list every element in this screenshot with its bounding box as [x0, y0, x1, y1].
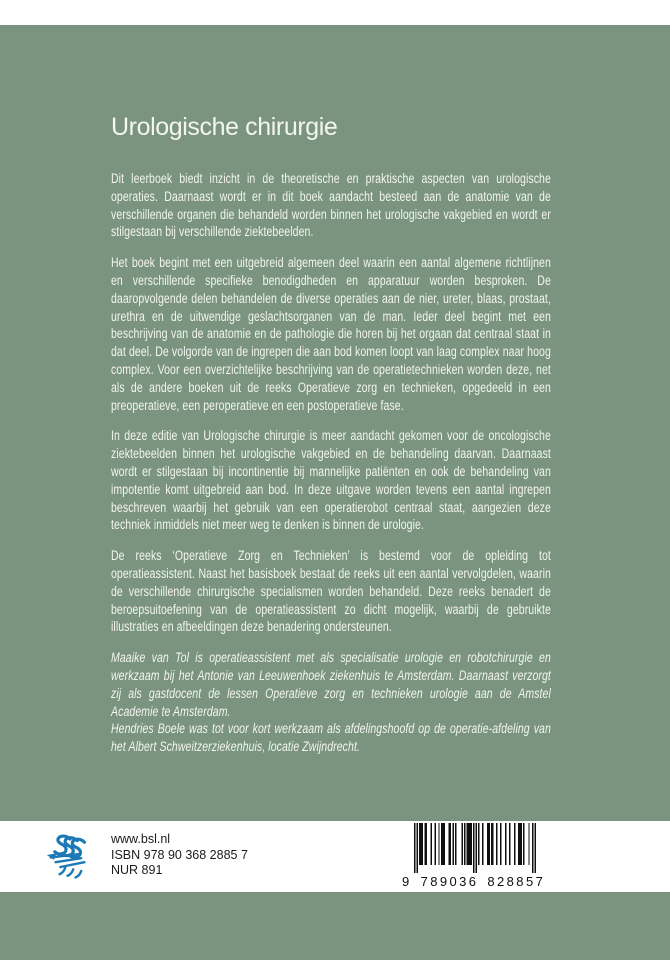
cover-background: [0, 25, 670, 960]
barcode-digits-right: 828857: [487, 874, 546, 889]
barcode-digits: [402, 874, 554, 889]
nur-code: NUR 891: [111, 863, 163, 877]
ean13-barcode: [402, 823, 554, 889]
barcode-digit-first: 9: [402, 874, 412, 889]
blurb-paragraph-1: Dit leerboek biedt inzicht in de theoretische en praktische aspecten van urologische operaties. Daarnaast wordt er in dit boek aandacht besteed aan de anatomie van de verschillende organen die behandeld worden binnen het urologische vakgebied en wordt er stilgestaan bij verschillende ziektebeelden.: [111, 171, 551, 240]
bsl-wave-logo-icon: [46, 831, 94, 879]
publisher-website: www.bsl.nl: [111, 832, 171, 846]
publisher-strip: [0, 821, 670, 892]
author-bio-maaike-van-tol: Maaike van Tol is operatieassistent met als specialisatie urologie en robotchirurgie en werkzaam bij het Antonie van Leeuwenhoek ziekenhuis te Amsterdam. Daarnaast verzorgt zij als gastdocent de lessen Operatieve zorg en technieken urologie aan de Amstel Academie te Amsterdam.: [111, 650, 551, 719]
blurb-paragraph-3: In deze editie van Urologische chirurgie is meer aandacht gekomen voor de oncologische ziektebeelden binnen het urologische vakgebied en de behandeling daarvan. Daarnaast wordt er stilgestaan bij incontinentie bij mannelijke patiënten en ook de behandeling van impotentie komt uitgebreid aan bod. In deze uitgave worden tevens een aantal ingrepen beschreven waarbij het gebruik van een operatierobot centraal staat, aangezien deze techniek inmiddels niet meer weg te denken is binnen de urologie.: [111, 428, 551, 533]
cover-content: [111, 111, 563, 756]
barcode-digits-left: 789036: [420, 874, 479, 889]
barcode-bars: [414, 823, 536, 873]
blurb-paragraph-4: De reeks ‘Operatieve Zorg en Technieken’ is bestemd voor de opleiding tot operatieassistent. Naast het basisboek bestaat de reeks uit een aantal vervolgdelen, waarin de verschillende chirurgische specialismen worden behandeld. Deze reeks benadert de beroepsuitoefening van de operatieassistent zo dicht mogelijk, waarbij de gebruikte illustraties en afbeeldingen deze benadering ondersteunen.: [111, 548, 551, 635]
cover-blurb: [111, 170, 551, 756]
blurb-paragraph-2: Het boek begint met een uitgebreid algemeen deel waarin een aantal algemene richtlijnen en verschillende specifieke benodigdheden en apparatuur worden besproken. De daaropvolgende delen behandelen de diverse operaties aan de nier, ureter, blaas, prostaat, urethra en de uitwendige geslachtsorganen van de man. Ieder deel begint met een beschrijving van de anatomie en de pathologie die horen bij het orgaan dat centraal staat in dat deel. De volgorde van de ingrepen die aan bod komen loopt van laag complex naar hoog complex. Voor een overzichtelijke beschrijving van de operatietechnieken worden deze, net als de andere boeken uit de reeks Operatieve zorg en technieken, opgedeeld in een preoperatieve, een peroperatieve en een postoperatieve fase.: [111, 255, 551, 413]
author-bios: [111, 649, 551, 756]
isbn-number: ISBN 978 90 368 2885 7: [111, 847, 248, 862]
book-title: Urologische chirurgie: [111, 113, 338, 141]
imprint-block: [111, 832, 248, 879]
author-bio-hendries-boele: Hendries Boele was tot voor kort werkzaam als afdelingshoofd op de operatie-afdeling van het Albert Schweitzerziekenhuis, locatie Zwijndrecht.: [111, 721, 551, 755]
